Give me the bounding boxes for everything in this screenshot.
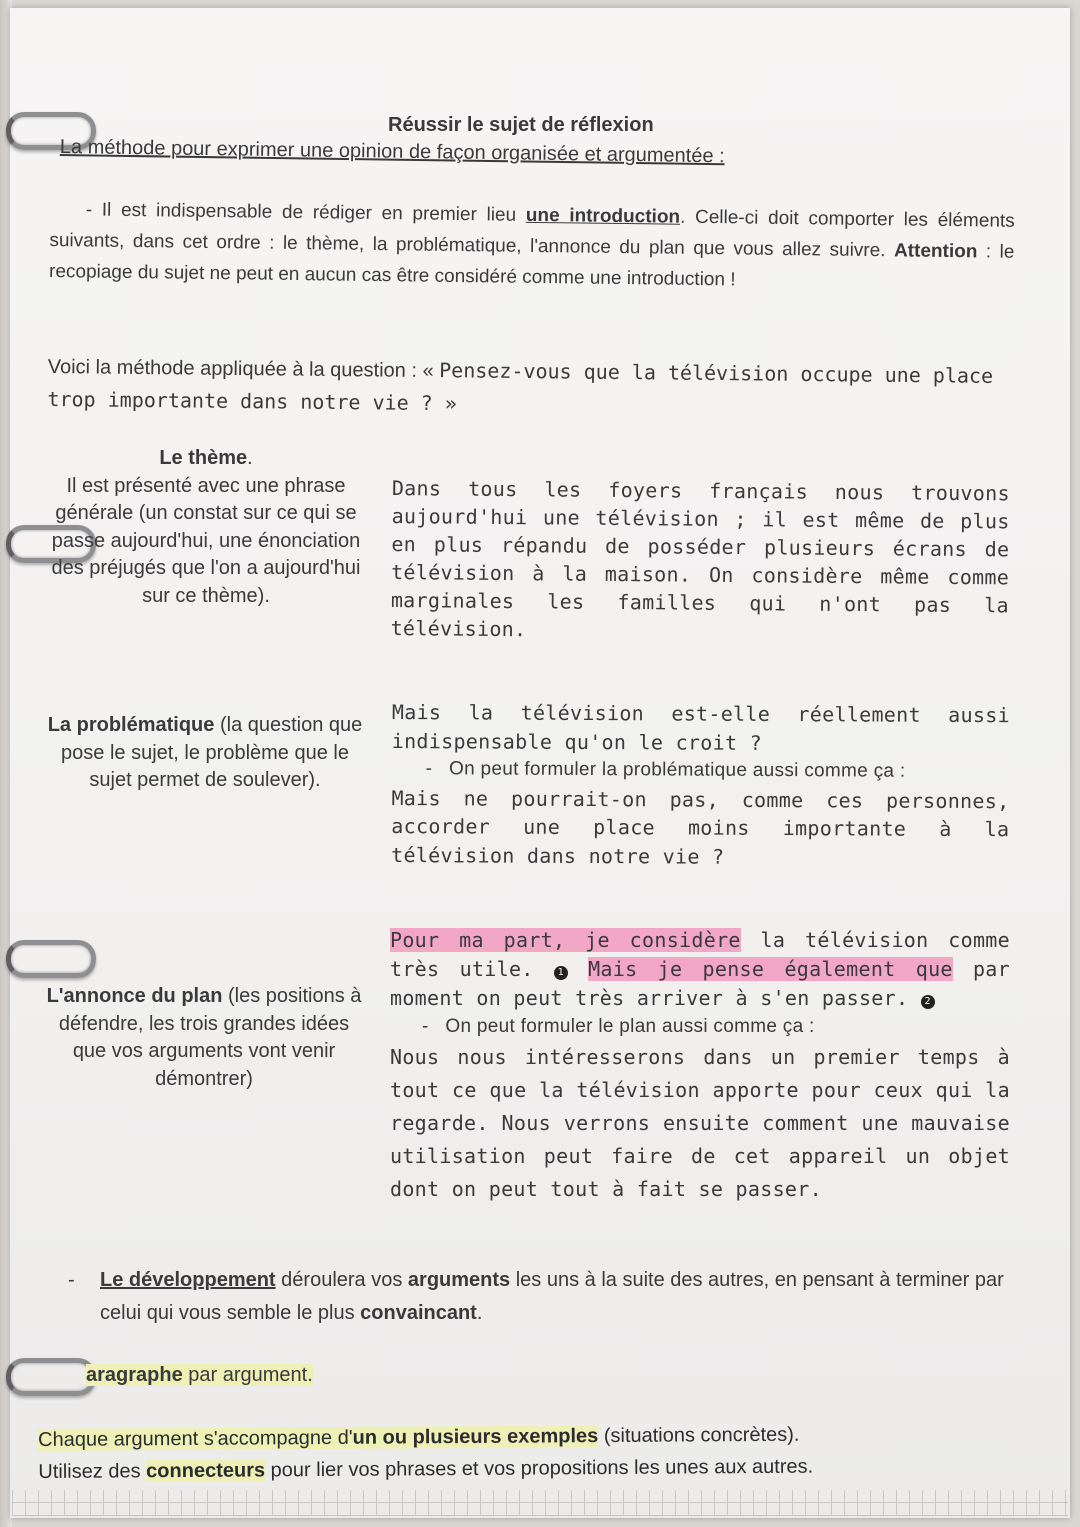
binder-ring <box>6 940 96 978</box>
page-title: Réussir le sujet de réflexion <box>388 114 654 136</box>
problematique-desc: (la question que pose le sujet, le problème que le sujet permet de soulever). <box>61 714 363 791</box>
paragraphe-text: par argument. <box>182 1364 313 1386</box>
problematique-heading: La problématique <box>47 714 215 736</box>
developpement-text-3: . <box>476 1302 483 1324</box>
footer-l1-a: Chaque argument s'accompagne d' <box>38 1426 353 1451</box>
theme-heading: Le thème <box>159 447 248 469</box>
problematique-alt <box>392 755 1010 787</box>
plan-alt-dash: - <box>422 1016 429 1037</box>
intro-text-1: Il est indispensable de rédiger en premier lieu <box>101 199 517 226</box>
intro-dash: - <box>85 199 93 221</box>
problematique-example-1: Mais la télévision est-elle réellement aussi indispensable qu'on le croit ? <box>391 700 1010 755</box>
paragraphe-bold: aragraphe <box>86 1364 183 1386</box>
plan-description <box>44 983 364 1093</box>
marker-two-icon: 2 <box>921 995 935 1009</box>
method-intro: Voici la méthode appliquée à la question : « <box>47 355 440 383</box>
footer-l1-c: (situations concrètes). <box>598 1423 800 1448</box>
intro-text-3: : le recopiage du sujet ne peut en aucun cas être considéré comme une introduction ! <box>48 241 1015 291</box>
footer-l2-a: Utilisez des <box>38 1460 147 1483</box>
plan-example <box>390 926 1010 1206</box>
plan-alt <box>390 1013 1010 1041</box>
subtitle-text: La méthode pour exprimer une opinion de façon organisée et argumentée : <box>59 136 725 168</box>
theme-heading-dot: . <box>247 447 253 469</box>
theme-example: Dans tous les foyers français nous trouvons aujourd'hui une télévision ; il est même de plus en plus répandu de posséder plusieurs écrans de télévision à la maison. On considère même comme marginales les familles qui n'ont pas la télévision. <box>390 475 1010 642</box>
developpement-bold-1: arguments <box>407 1269 511 1291</box>
developpement-text-2: les uns à la suite des autres, en pensant à terminer par celui qui vous semble le plus <box>100 1269 1004 1324</box>
developpement-label: Le développement <box>100 1269 276 1291</box>
intro-keyword: une introduction <box>525 204 681 228</box>
developpement-dash: - <box>68 1269 75 1291</box>
problematique-alt-dash: - <box>425 758 433 780</box>
problematique-example-2: Mais ne pourrait-on pas, comme ces personnes, accorder une place moins importante à la télévision dans notre vie ? <box>391 785 1010 869</box>
attention-label: Attention <box>893 240 978 263</box>
intro-text-2: . Celle-ci doit comporter les éléments suivants, dans cet ordre : le thème, la problématique, l'annonce du plan que vous allez suivre. <box>49 206 1015 262</box>
plan-highlight-2: Mais je pense également que <box>588 957 953 981</box>
binder-ring <box>6 1358 96 1396</box>
footer-lines <box>38 1417 1038 1488</box>
marker-one-icon: 1 <box>554 966 568 980</box>
developpement-text-1: déroulera vos <box>275 1269 408 1291</box>
paragraphe-line <box>86 1364 313 1387</box>
problematique-example <box>391 698 1010 872</box>
plan-ex-a: la télévision comme très utile. <box>390 928 1010 981</box>
plan-heading: L'annonce du plan <box>46 985 223 1007</box>
footer-l1-b: un ou plusieurs exemples <box>352 1425 599 1449</box>
plan-highlight-1: Pour ma part, je considère <box>390 928 741 952</box>
theme-desc: Il est présenté avec une phrase générale (un constat sur ce qui se passe aujourd'hui, une énonciation des préjugés que l'on a aujourd'hui sur ce thème). <box>51 474 361 607</box>
plan-example-1 <box>390 926 1010 1013</box>
theme-description <box>50 445 362 610</box>
grid-paper-edge <box>12 1490 1068 1516</box>
intro-paragraph <box>49 194 1015 299</box>
method-question <box>47 350 1016 426</box>
developpement-paragraph <box>68 1264 1018 1330</box>
plan-ex-b: par moment on peut très arriver à s'en passer. <box>390 957 1010 1010</box>
footer-l2-c: pour lier vos phrases et vos propositions les unes aux autres. <box>265 1455 814 1482</box>
problematique-description <box>46 712 364 795</box>
plan-example-2: Nous nous intéresserons dans un premier temps à tout ce que la télévision apporte pour ceux qui la regarde. Nous verrons ensuite comment une mauvaise utilisation peut faire de cet appareil un objet dont on peut tout à fait se passer. <box>390 1045 1010 1201</box>
method-question-text: Pensez-vous que la télévision occupe une place trop importante dans notre vie ? » <box>47 358 994 416</box>
plan-desc: (les positions à défendre, les trois grandes idées que vos arguments vont venir démontrer) <box>58 985 362 1090</box>
problematique-alt-label: On peut formuler la problématique aussi comme ça : <box>448 758 906 782</box>
plan-alt-label: On peut formuler le plan aussi comme ça : <box>445 1016 815 1037</box>
developpement-bold-2: convaincant <box>360 1302 477 1324</box>
footer-l2-b: connecteurs <box>146 1459 266 1483</box>
